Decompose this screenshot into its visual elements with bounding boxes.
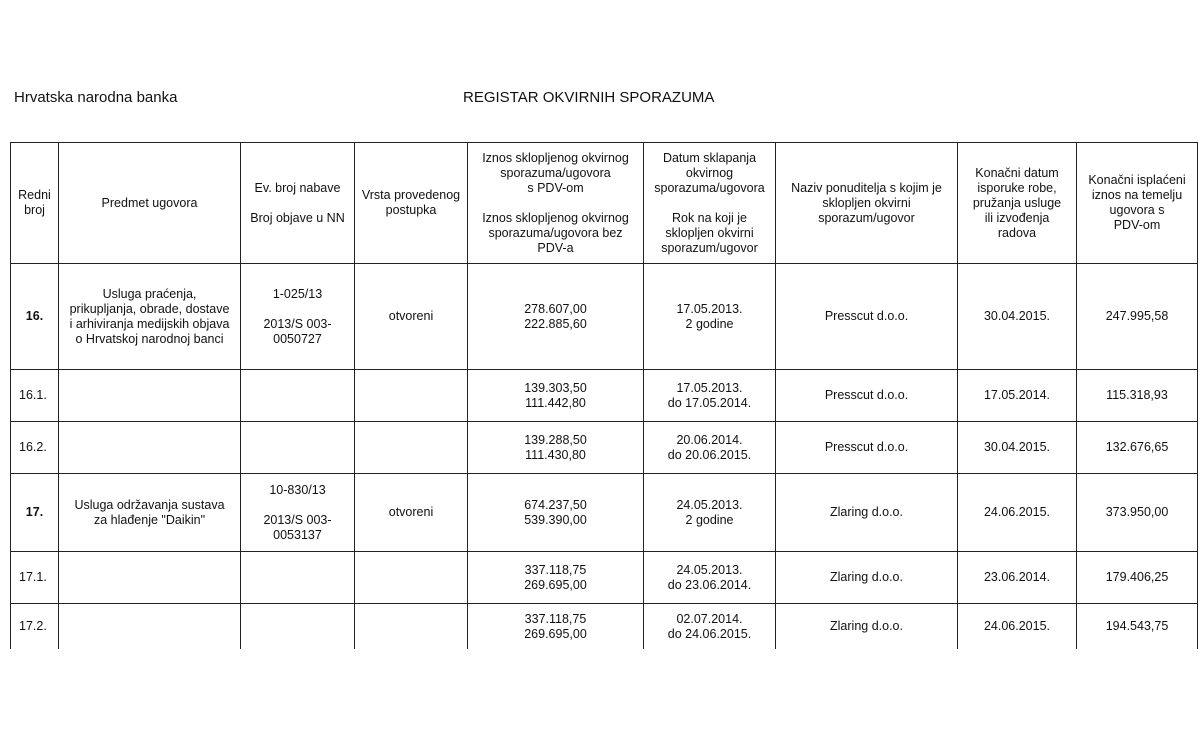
row-number: 17. <box>11 474 59 552</box>
col-datum-rok: Datum sklapanja okvirnog sporazuma/ugovora Rok na koji je sklopljen okvirni sporazum/ugovor <box>644 143 776 264</box>
final-date-cell: 23.06.2014. <box>958 552 1077 604</box>
supplier-cell: Zlaring d.o.o. <box>776 604 958 650</box>
subject-cell <box>59 552 241 604</box>
amount-cell: 674.237,50 539.390,00 <box>468 474 644 552</box>
procurement-number-cell <box>241 370 355 422</box>
final-date-cell: 24.06.2015. <box>958 474 1077 552</box>
procurement-number-cell <box>241 604 355 650</box>
date-cell: 17.05.2013. 2 godine <box>644 264 776 370</box>
table-row <box>11 264 1198 370</box>
final-amount-cell: 115.318,93 <box>1077 370 1198 422</box>
amount-cell: 139.288,50 111.430,80 <box>468 422 644 474</box>
procurement-number-cell: 10-830/13 2013/S 003- 0053137 <box>241 474 355 552</box>
row-number: 17.1. <box>11 552 59 604</box>
final-amount-cell: 132.676,65 <box>1077 422 1198 474</box>
col-naziv-ponuditelja: Naziv ponuditelja s kojim je sklopljen okvirni sporazum/ugovor <box>776 143 958 264</box>
amount-cell: 337.118,75 269.695,00 <box>468 552 644 604</box>
document-title: REGISTAR OKVIRNIH SPORAZUMA <box>463 89 715 106</box>
procedure-cell <box>355 370 468 422</box>
supplier-cell: Presscut d.o.o. <box>776 264 958 370</box>
row-number: 16. <box>11 264 59 370</box>
subject-cell: Usluga održavanja sustava za hlađenje "Daikin" <box>59 474 241 552</box>
procedure-cell <box>355 552 468 604</box>
procedure-cell <box>355 422 468 474</box>
final-amount-cell: 179.406,25 <box>1077 552 1198 604</box>
supplier-cell: Presscut d.o.o. <box>776 370 958 422</box>
table-row <box>11 474 1198 552</box>
col-iznos: Iznos sklopljenog okvirnog sporazuma/ugovora s PDV-om Iznos sklopljenog okvirnog sporazuma/ugovora bez PDV-a <box>468 143 644 264</box>
subject-cell <box>59 604 241 650</box>
final-amount-cell: 247.995,58 <box>1077 264 1198 370</box>
subject-cell <box>59 422 241 474</box>
final-date-cell: 17.05.2014. <box>958 370 1077 422</box>
amount-cell: 139.303,50 111.442,80 <box>468 370 644 422</box>
supplier-cell: Zlaring d.o.o. <box>776 474 958 552</box>
date-cell: 24.05.2013. 2 godine <box>644 474 776 552</box>
procedure-cell: otvoreni <box>355 264 468 370</box>
procedure-cell <box>355 604 468 650</box>
col-redni-broj: Redni broj <box>11 143 59 264</box>
date-cell: 20.06.2014. do 20.06.2015. <box>644 422 776 474</box>
final-amount-cell: 373.950,00 <box>1077 474 1198 552</box>
col-ev-broj: Ev. broj nabave Broj objave u NN <box>241 143 355 264</box>
row-number: 16.1. <box>11 370 59 422</box>
row-number: 16.2. <box>11 422 59 474</box>
col-vrsta-postupka: Vrsta provedenog postupka <box>355 143 468 264</box>
subject-cell <box>59 370 241 422</box>
table-row <box>11 552 1198 604</box>
col-konacni-datum: Konačni datum isporuke robe, pružanja usluge ili izvođenja radova <box>958 143 1077 264</box>
procurement-number-cell <box>241 552 355 604</box>
table-row <box>11 604 1198 650</box>
supplier-cell: Zlaring d.o.o. <box>776 552 958 604</box>
procurement-number-cell: 1-025/13 2013/S 003- 0050727 <box>241 264 355 370</box>
date-cell: 17.05.2013. do 17.05.2014. <box>644 370 776 422</box>
col-konacni-iznos: Konačni isplaćeni iznos na temelju ugovora s PDV-om <box>1077 143 1198 264</box>
table-row <box>11 370 1198 422</box>
supplier-cell: Presscut d.o.o. <box>776 422 958 474</box>
col-predmet-ugovora: Predmet ugovora <box>59 143 241 264</box>
amount-cell: 337.118,75 269.695,00 <box>468 604 644 650</box>
final-amount-cell: 194.543,75 <box>1077 604 1198 650</box>
date-cell: 02.07.2014. do 24.06.2015. <box>644 604 776 650</box>
table-header-row <box>11 143 1198 264</box>
organization-name: Hrvatska narodna banka <box>14 89 178 106</box>
date-cell: 24.05.2013. do 23.06.2014. <box>644 552 776 604</box>
procurement-number-cell <box>241 422 355 474</box>
table-row <box>11 422 1198 474</box>
final-date-cell: 30.04.2015. <box>958 264 1077 370</box>
final-date-cell: 24.06.2015. <box>958 604 1077 650</box>
subject-cell: Usluga praćenja, prikupljanja, obrade, dostave i arhiviranja medijskih objava o Hrvatskoj narodnoj banci <box>59 264 241 370</box>
final-date-cell: 30.04.2015. <box>958 422 1077 474</box>
register-table <box>10 142 1198 649</box>
procedure-cell: otvoreni <box>355 474 468 552</box>
amount-cell: 278.607,00 222.885,60 <box>468 264 644 370</box>
row-number: 17.2. <box>11 604 59 650</box>
